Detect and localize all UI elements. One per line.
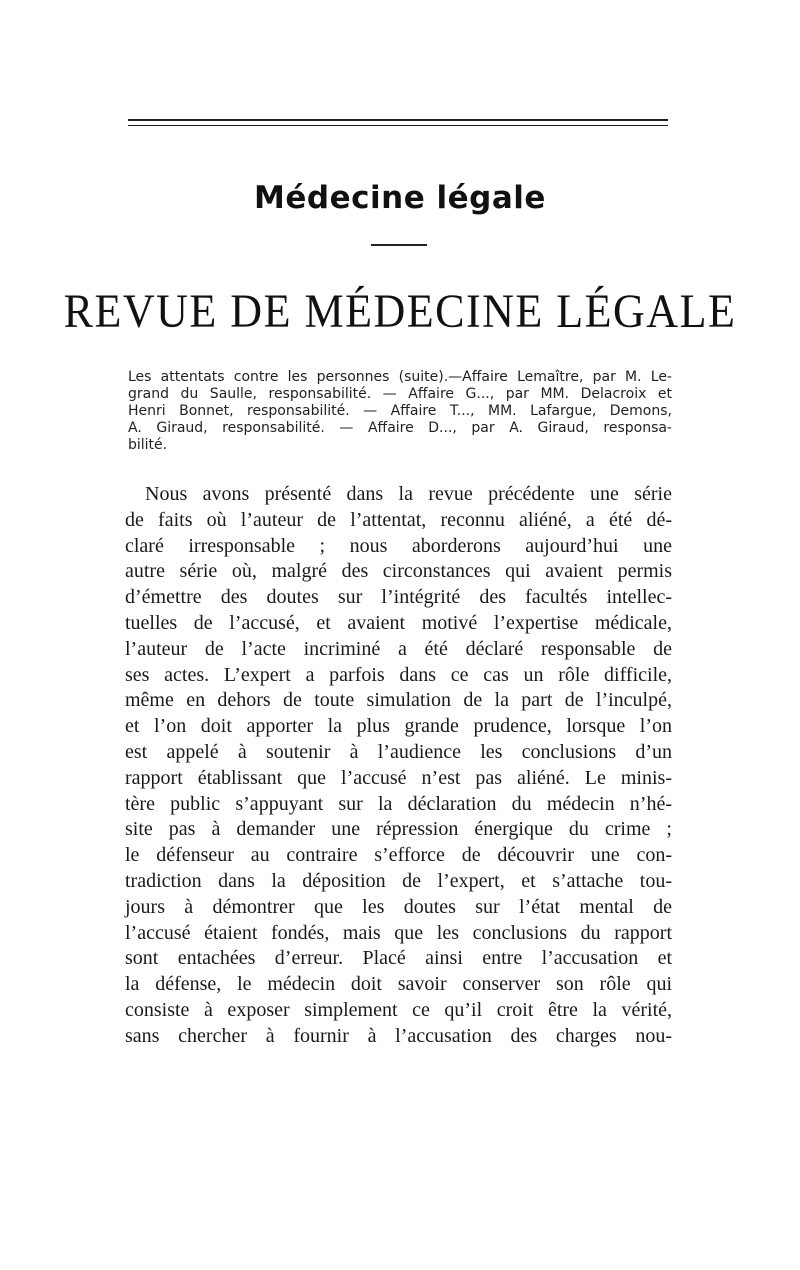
body-line: et l’on doit apporter la plus grande prudence, lorsque l’on [125, 715, 672, 738]
body-line: sans chercher à fournir à l’accusation des charges nou- [125, 1024, 672, 1047]
body-line: d’émettre des doutes sur l’intégrité des facultés intellec- [125, 586, 672, 609]
article-summary [128, 369, 672, 454]
body-line: la défense, le médecin doit savoir conserver son rôle qui [125, 973, 672, 996]
article-title: REVUE DE MÉDECINE LÉGALE [63, 285, 737, 338]
body-line: rapport établissant que l’accusé n’est pas aliéné. Le minis- [125, 766, 672, 789]
body-line: sont entachées d’erreur. Placé ainsi entre l’accusation et [125, 947, 672, 970]
body-line: même en dehors de toute simulation de la part de l’inculpé, [125, 689, 672, 712]
body-line: site pas à demander une répression énergique du crime ; [125, 818, 672, 841]
body-line: l’accusé étaient fondés, mais que les conclusions du rapport [125, 921, 672, 944]
body-line: autre série où, malgré des circonstances qui avaient permis [125, 560, 672, 583]
body-paragraph [125, 482, 672, 1050]
body-line: de faits où l’auteur de l’attentat, reconnu aliéné, a été dé- [125, 508, 672, 531]
summary-line: grand du Saulle, responsabilité. — Affaire G..., par MM. Delacroix et [128, 386, 672, 402]
body-line: jours à démontrer que les doutes sur l’état mental de [125, 895, 672, 918]
header-rule-top [128, 119, 668, 121]
body-line: l’auteur de l’acte incriminé a été déclaré responsable de [125, 637, 672, 660]
section-title: Médecine légale [254, 180, 546, 216]
body-line: Nous avons présenté dans la revue précédente une série [145, 483, 672, 505]
summary-line: A. Giraud, responsabilité. — Affaire D..., par A. Giraud, responsa- [128, 420, 672, 436]
body-line: le défenseur au contraire s’efforce de découvrir une con- [125, 844, 672, 867]
body-line: tère public s’appuyant sur la déclaration du médecin n’hé- [125, 792, 672, 815]
body-line: tuelles de l’accusé, et avaient motivé l’expertise médicale, [125, 611, 672, 634]
body-line: est appelé à soutenir à l’audience les conclusions d’un [125, 740, 672, 763]
body-line: ses actes. L’expert a parfois dans ce cas un rôle difficile, [125, 663, 672, 686]
summary-line: bilité. [128, 437, 168, 453]
summary-line: Henri Bonnet, responsabilité. — Affaire T..., MM. Lafargue, Demons, [128, 403, 672, 419]
summary-line: Les attentats contre les personnes (suite).—Affaire Lemaître, par M. Le- [128, 369, 672, 385]
body-line: tradiction dans la déposition de l’expert, et s’attache tou- [125, 869, 672, 892]
body-line: consiste à exposer simplement ce qu’il croit être la vérité, [125, 998, 672, 1021]
title-divider [371, 244, 427, 246]
header-rule-bottom [128, 125, 668, 126]
body-line: claré irresponsable ; nous aborderons aujourd’hui une [125, 534, 672, 557]
